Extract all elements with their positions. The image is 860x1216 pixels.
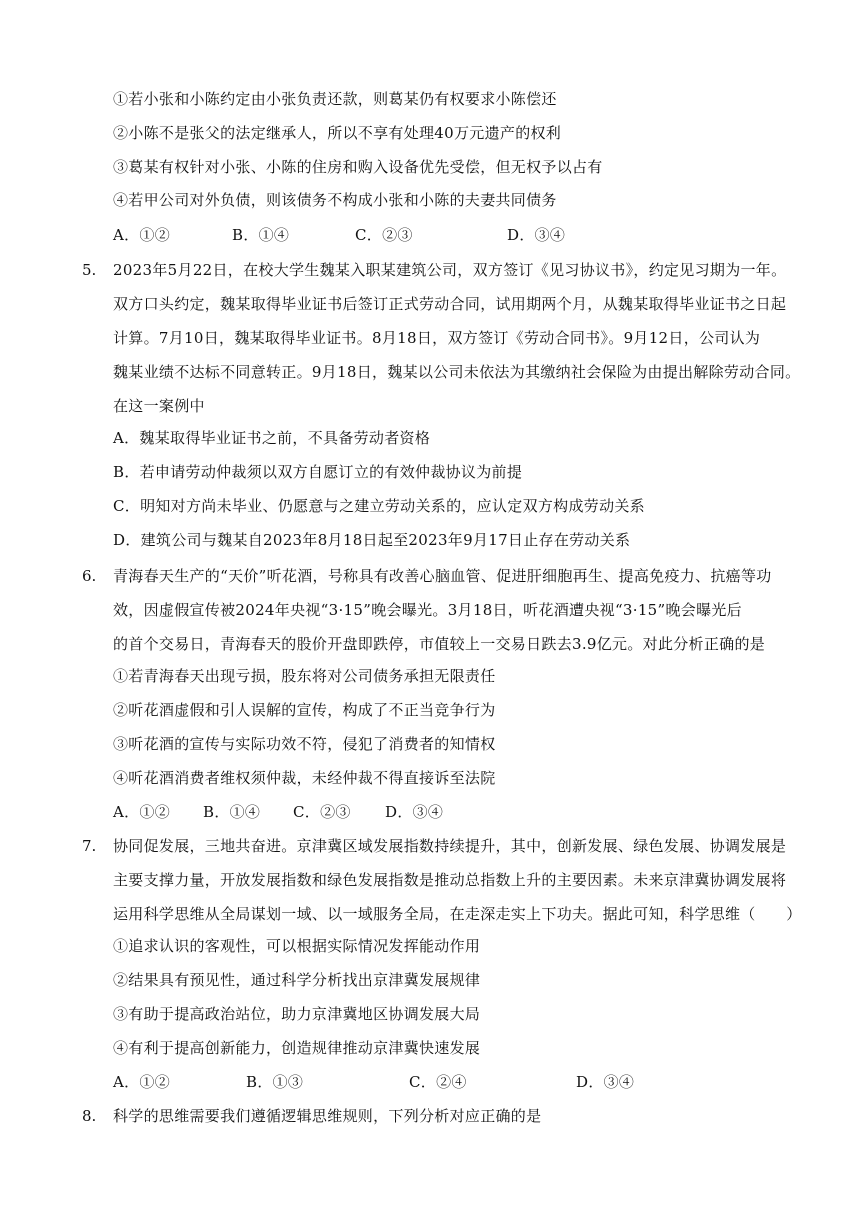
q5-option-d: D．建筑公司与魏某自2023年8月18日起至2023年9月17日止存在劳动关系	[113, 531, 631, 549]
q6-choice-b: B．①④	[203, 803, 261, 821]
q7-stem-line-2: 主要支撑力量，开放发展指数和绿色发展指数是推动总指数上升的主要因素。未来京津冀协调发展将	[113, 871, 787, 889]
q7-choice-b: B．①③	[246, 1073, 304, 1091]
q7-option-4: ④有利于提高创新能力，创造规律推动京津冀快速发展	[113, 1039, 481, 1057]
q5-number: 5.	[82, 261, 97, 279]
q6-choice-c: C．②③	[293, 803, 351, 821]
q8-number: 8.	[82, 1107, 97, 1125]
q4-option-2: ②小陈不是张父的法定继承人，所以不享有处理40万元遗产的权利	[113, 124, 562, 142]
q5-stem-line-3: 计算。7月10日，魏某取得毕业证书。8月18日，双方签订《劳动合同书》。9月12日，公司认为	[113, 329, 761, 347]
q4-choice-b: B．①④	[232, 226, 290, 244]
q8-stem-line-1: 科学的思维需要我们遵循逻辑思维规则，下列分析对应正确的是	[113, 1107, 542, 1125]
q7-stem-line-1: 协同促发展，三地共奋进。京津冀区域发展指数持续提升，其中，创新发展、绿色发展、协调发展是	[113, 837, 787, 855]
q6-option-1: ①若青海春天出现亏损，股东将对公司债务承担无限责任	[113, 667, 496, 685]
q5-option-c: C．明知对方尚未毕业、仍愿意与之建立劳动关系的，应认定双方构成劳动关系	[113, 497, 645, 515]
q6-option-3: ③听花酒的宣传与实际功效不符，侵犯了消费者的知情权	[113, 735, 496, 753]
q7-option-3: ③有助于提高政治站位，助力京津冀地区协调发展大局	[113, 1005, 481, 1023]
q4-option-3: ③葛某有权针对小张、小陈的住房和购入设备优先受偿，但无权予以占有	[113, 158, 603, 176]
q7-option-1: ①追求认识的客观性，可以根据实际情况发挥能动作用	[113, 937, 481, 955]
q7-option-2: ②结果具有预见性，通过科学分析找出京津冀发展规律	[113, 971, 481, 989]
q7-choice-c: C．②④	[409, 1073, 467, 1091]
q7-choice-a: A．①②	[113, 1073, 171, 1091]
q4-choice-c: C．②③	[355, 226, 413, 244]
q6-choice-a: A．①②	[113, 803, 171, 821]
q6-choice-d: D．③④	[385, 803, 444, 821]
q6-stem-line-1: 青海春天生产的“天价”听花酒，号称具有改善心脑血管、促进肝细胞再生、提高免疫力、抗癌等功	[113, 567, 772, 585]
q6-option-2: ②听花酒虚假和引人误解的宣传，构成了不正当竞争行为	[113, 701, 496, 719]
q4-choice-d: D．③④	[507, 226, 566, 244]
q5-stem-line-5: 在这一案例中	[113, 397, 205, 415]
q5-stem-line-4: 魏某业绩不达标不同意转正。9月18日，魏某以公司未依法为其缴纳社会保险为由提出解除劳动合同。	[113, 363, 801, 381]
q4-choice-a: A．①②	[113, 226, 171, 244]
q5-option-a: A．魏某取得毕业证书之前，不具备劳动者资格	[113, 429, 431, 447]
q6-stem-line-2: 效，因虚假宣传被2024年央视“3·15”晚会曝光。3月18日，听花酒遭央视“3·15”晚会曝光后	[113, 601, 742, 619]
q5-stem-line-2: 双方口头约定，魏某取得毕业证书后签订正式劳动合同，试用期两个月，从魏某取得毕业证书之日起	[113, 295, 787, 313]
q4-option-1: ①若小张和小陈约定由小张负责还款，则葛某仍有权要求小陈偿还	[113, 90, 557, 108]
q5-stem-line-1: 2023年5月22日，在校大学生魏某入职某建筑公司，双方签订《见习协议书》，约定见习期为一年。	[113, 261, 787, 279]
q7-stem-line-3: 运用科学思维从全局谋划一域、以一域服务全局，在走深走实上下功夫。据此可知，科学思维（ ）	[113, 905, 802, 923]
q6-number: 6.	[82, 567, 97, 585]
q7-choice-d: D．③④	[576, 1073, 635, 1091]
q7-number: 7.	[82, 837, 97, 855]
q6-option-4: ④听花酒消费者维权须仲裁，未经仲裁不得直接诉至法院	[113, 769, 496, 787]
q5-option-b: B．若申请劳动仲裁须以双方自愿订立的有效仲裁协议为前提	[113, 463, 523, 481]
q4-option-4: ④若甲公司对外负债，则该债务不构成小张和小陈的夫妻共同债务	[113, 191, 557, 209]
q6-stem-line-3: 的首个交易日，青海春天的股价开盘即跌停，市值较上一交易日跌去3.9亿元。对此分析正确的是	[113, 635, 766, 653]
